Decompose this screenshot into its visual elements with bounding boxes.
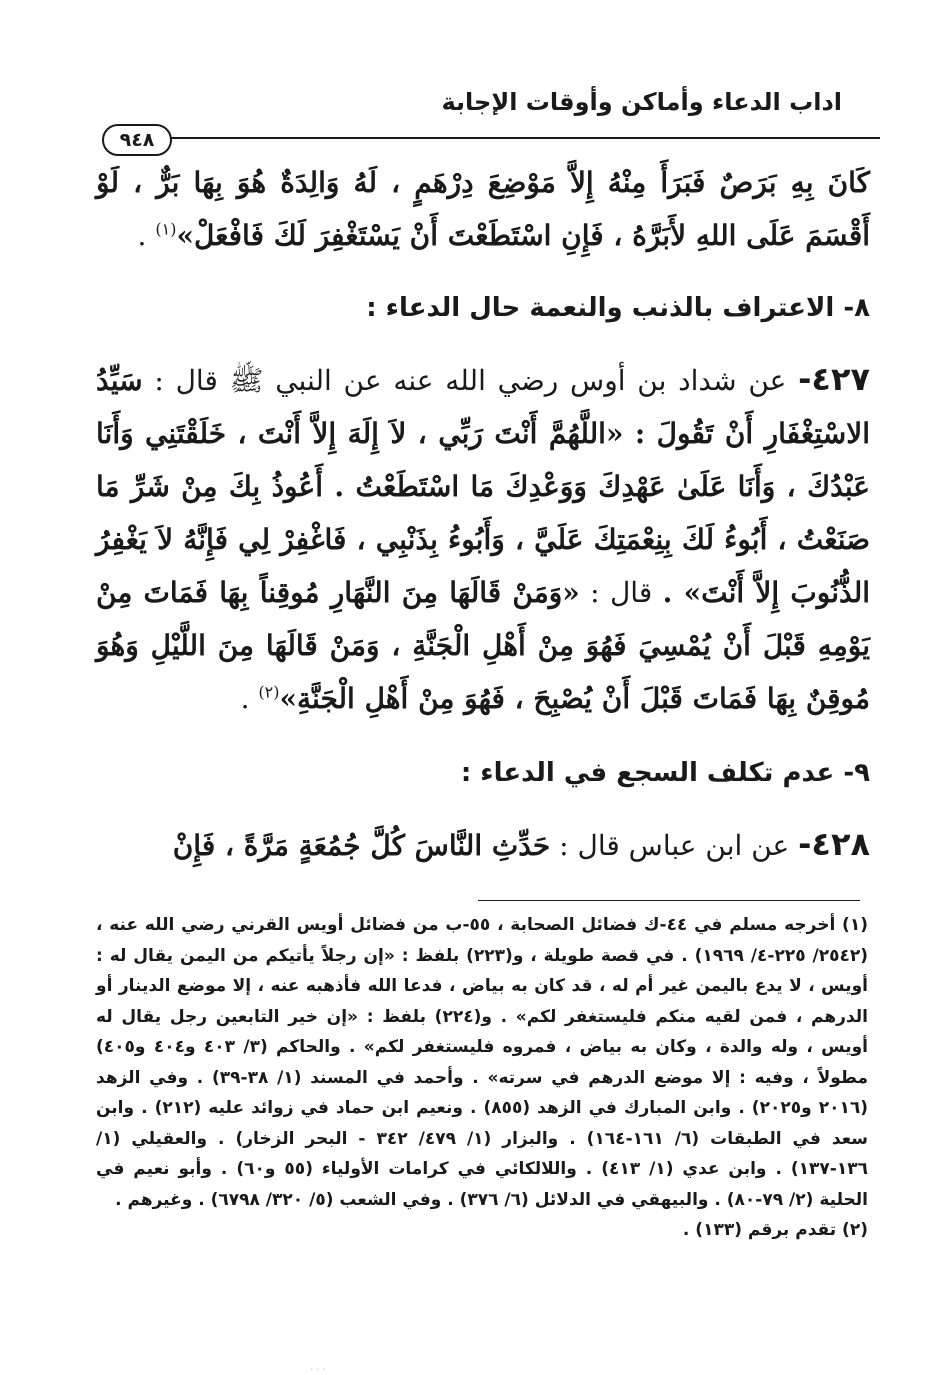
footnote-2: (٢) تقدم برقم (١٣٣) .: [682, 1220, 868, 1240]
hadith-427-end: .: [240, 682, 250, 715]
continuation-end: .: [137, 219, 147, 252]
hadith-427-quote-2: «وَمَنْ قَالَهَا مِنَ النَّهَارِ مُوقِناً بِهَا فَمَاتَ مِنْ يَوْمِهِ قَبْلَ أَنْ يُمْسِيَ فَهُوَ مِنْ أَهْلِ الْجَنَّةِ ، وَمَنْ قَالَهَا مِنَ اللَّيْلِ وَهُوَ مُوقِنٌ بِهَا فَمَاتَ قَبْلَ أَنْ يُصْبِحَ ، فَهُوَ مِنْ أَهْلِ الْجَنَّةِ»: [96, 576, 870, 715]
section-heading-8: ٨- الاعتراف بالذنب والنعمة حال الدعاء :: [366, 293, 870, 323]
running-title: اداب الدعاء وأماكن وأوقات الإجابة: [441, 88, 842, 116]
hadith-427-intro: عن شداد بن أوس رضي الله عنه عن النبي ﷺ قال :: [154, 364, 787, 397]
hadith-427: [96, 353, 870, 725]
main-text: [96, 156, 870, 894]
scan-mark: . . .: [310, 1362, 326, 1373]
hadith-427-said: قال :: [590, 576, 653, 609]
footnotes: [96, 910, 868, 1246]
page-number: ٩٤٨: [102, 124, 172, 156]
hadith-427-quote: سَيِّدُ الاسْتِغْفَارِ أَنْ تَقُولَ : «اللَّهُمَّ أَنْتَ رَبِّي ، لاَ إِلَهَ إِلاَّ أَنْتَ ، خَلَقْتَنِي وَأَنَا عَبْدُكَ ، وَأَنَا عَلَىٰ عَهْدِكَ وَوَعْدِكَ مَا اسْتَطَعْتُ . أَعُوذُ بِكَ مِنْ شَرِّ مَا صَنَعْتُ ، أَبُوءُ لَكَ بِنِعْمَتِكَ عَلَيَّ ، وَأَبُوءُ بِذَنْبِي ، فَاغْفِرْ لِي فَإِنَّهُ لاَ يَغْفِرُ الذُّنُوبَ إِلاَّ أَنْتَ» .: [96, 364, 871, 609]
header-rule: [132, 137, 880, 139]
section-heading-9: ٩- عدم تكلف السجع في الدعاء :: [460, 758, 870, 788]
continuation-text: كَانَ بِهِ بَرَصٌ فَبَرَأَ مِنْهُ إِلاَّ مَوْضِعَ دِرْهَمٍ ، لَهُ وَالِدَةٌ هُوَ بِهَا بَرٌّ ، لَوْ أَقْسَمَ عَلَى اللهِ لأَبَرَّهُ ، فَإِنِ اسْتَطَعْتَ أَنْ يَسْتَغْفِرَ لَكَ فَافْعَلْ»: [96, 166, 871, 252]
footnote-ref-1: (١): [155, 219, 177, 239]
hadith-428-intro: عن ابن عباس قال :: [559, 829, 790, 862]
footnote-ref-2: (٢): [258, 682, 280, 702]
hadith-428: [96, 818, 870, 872]
hadith-number-427: ٤٢٧-: [798, 360, 871, 398]
continuation-paragraph: [96, 156, 870, 262]
footnote-separator: [478, 900, 860, 901]
hadith-number-428: ٤٢٨-: [798, 825, 870, 863]
footnote-1: (١) أخرجه مسلم في ٤٤-ك فضائل الصحابة ، ٥٥-ب من فضائل أويس القرني رضي الله عنه ، (٢٥٤٢/ ٢٢٥-٤/ ١٩٦٩) . في قصة طويلة ، و(٢٢٣) بلفظ : «إن رجلاً يأتيكم من اليمن يقال له : أويس ، لا يدع باليمن غير أم له ، قد كان به بياض ، فدعا الله فأذهبه عنه ، إلا موضع الدينار أو الدرهم ، فمن لقيه منكم فليستغفر لكم» . و(٢٢٤) بلفظ : «إن خير التابعين رجل يقال له أويس ، وله والدة ، وكان به بياض ، فمروه فليستغفر لكم» . والحاكم (٣/ ٤٠٣ و٤٠٤ و٤٠٥) مطولاً ، وفيه : إلا موضع الدرهم في سرته» . وأحمد في المسند (١/ ٣٨-٣٩) . وفي الزهد (٢٠١٦ و٢٠٢٥) . وابن المبارك في الزهد (٨٥٥) . ونعيم ابن حماد في زوائد عليه (٢١٢) . وابن سعد في الطبقات (٦/ ١٦١-١٦٤) . والبزار (١/ ٤٧٩/ ٣٤٢ - البحر الزخار) . والعقيلي (١/ ١٣٦-١٣٧) . وابن عدي (١/ ٤١٣) . واللالكائي في كرامات الأولياء (٥٥ و٦٠) . وأبو نعيم في الحلية (٢/ ٧٩-٨٠) . والبيهقي في الدلائل (٦/ ٣٧٦) . وفي الشعب (٥/ ٣٢٠/ ٦٧٩٨) . وغيرهم .: [96, 915, 868, 1210]
hadith-428-quote: حَدِّثِ النَّاسَ كُلَّ جُمُعَةٍ مَرَّةً ، فَإِنْ: [172, 829, 551, 862]
